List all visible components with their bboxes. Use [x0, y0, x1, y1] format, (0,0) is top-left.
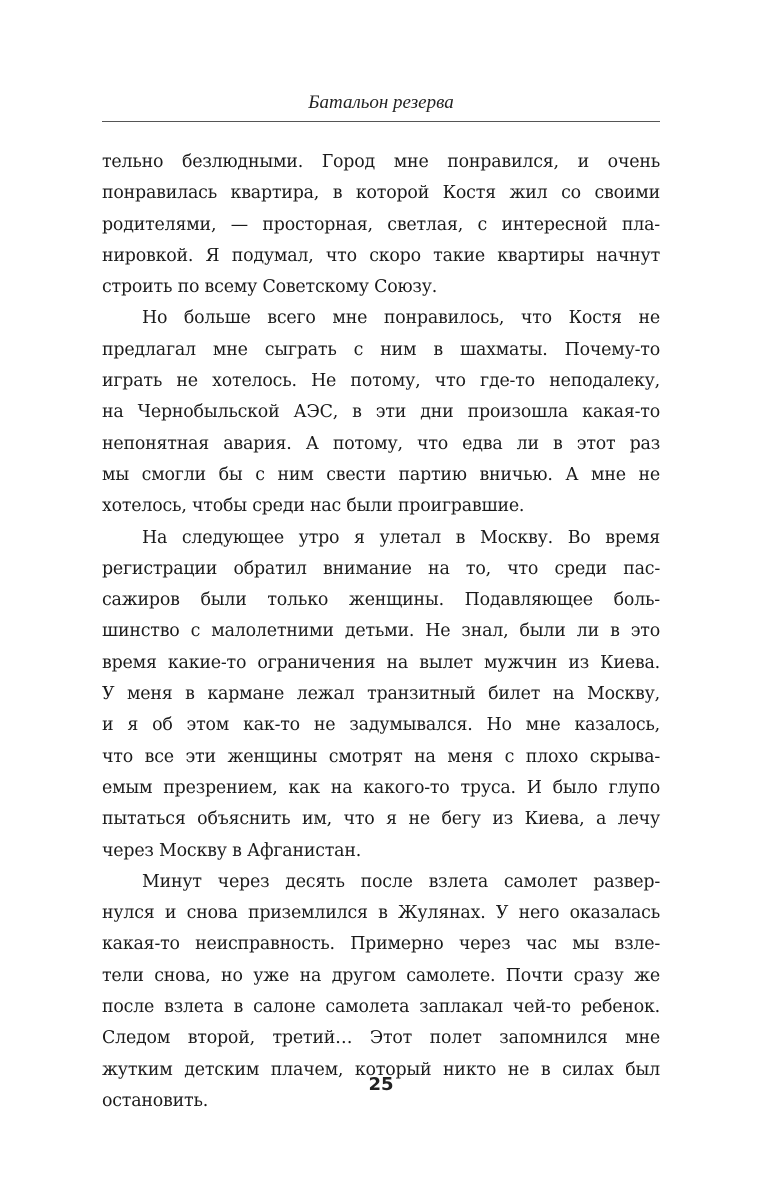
text-line: На следующее утро я улетал в Москву. Во время	[142, 527, 660, 548]
text-line: время какие-то ограничения на вылет мужчин из Киева.	[102, 652, 660, 673]
text-line: играть не хотелось. Не потому, что где-то неподалеку,	[102, 371, 660, 392]
paragraph	[102, 147, 660, 303]
text-line: какая-то неисправность. Примерно через час мы взле-	[102, 934, 660, 955]
text-line: емым презрением, как на какого-то труса. И было глупо	[102, 777, 660, 798]
paragraph	[102, 303, 660, 522]
text-line: регистрации обратил внимание на то, что среди пас-	[102, 558, 660, 579]
header-rule	[102, 121, 660, 122]
text-line: нулся и снова приземлился в Жулянах. У него оказалась	[102, 903, 660, 924]
text-line: что все эти женщины смотрят на меня с плохо скрыва-	[102, 746, 660, 767]
text-line: мы смогли бы с ним свести партию вничью. А мне не	[102, 464, 660, 485]
text-line: хотелось, чтобы среди нас были проигравшие.	[102, 496, 525, 517]
text-line: предлагал мне сыграть с ним в шахматы. Почему-то	[102, 339, 660, 360]
text-line: тельно безлюдными. Город мне понравился, и очень	[102, 152, 660, 172]
text-line: Минут через десять после взлета самолет развер-	[142, 871, 660, 892]
text-line: после взлета в салоне самолета заплакал чей-то ребенок.	[102, 997, 660, 1018]
text-line: шинство с малолетними детьми. Не знал, были ли в это	[102, 621, 660, 642]
text-line: и я об этом как-то не задумывался. Но мне казалось,	[102, 715, 660, 736]
text-line: сажиров были только женщины. Подавляющее боль-	[102, 590, 660, 611]
text-line: понравилась квартира, в которой Костя жил со своими	[102, 183, 660, 204]
text-line: строить по всему Советскому Союзу.	[102, 277, 438, 298]
text-line: родителями, — просторная, светлая, с интересной пла-	[102, 214, 660, 235]
text-line: Следом второй, третий… Этот полет запомнился мне	[102, 1028, 660, 1049]
text-line: непонятная авария. А потому, что едва ли в этот раз	[102, 433, 660, 454]
text-line: на Чернобыльской АЭС, в эти дни произошла какая-то	[102, 402, 660, 423]
page-number: 25	[368, 1074, 394, 1095]
text-line: жутким детским плачем, который никто не в силах был	[102, 1059, 660, 1080]
text-line: тели снова, но уже на другом самолете. Почти сразу же	[102, 965, 660, 986]
text-line: У меня в кармане лежал транзитный билет на Москву,	[102, 684, 660, 705]
text-line: Но больше всего мне понравилось, что Костя не	[142, 308, 660, 329]
body-text	[102, 147, 660, 1117]
text-line: нировкой. Я подумал, что скоро такие квартиры начнут	[102, 245, 660, 266]
running-header: Батальон резерва	[308, 92, 454, 113]
text-line: через Москву в Афганистан.	[102, 840, 362, 861]
text-line: остановить.	[102, 1090, 209, 1111]
paragraph	[102, 523, 660, 867]
text-line: пытаться объяснить им, что я не бегу из Киева, а лечу	[102, 809, 660, 830]
